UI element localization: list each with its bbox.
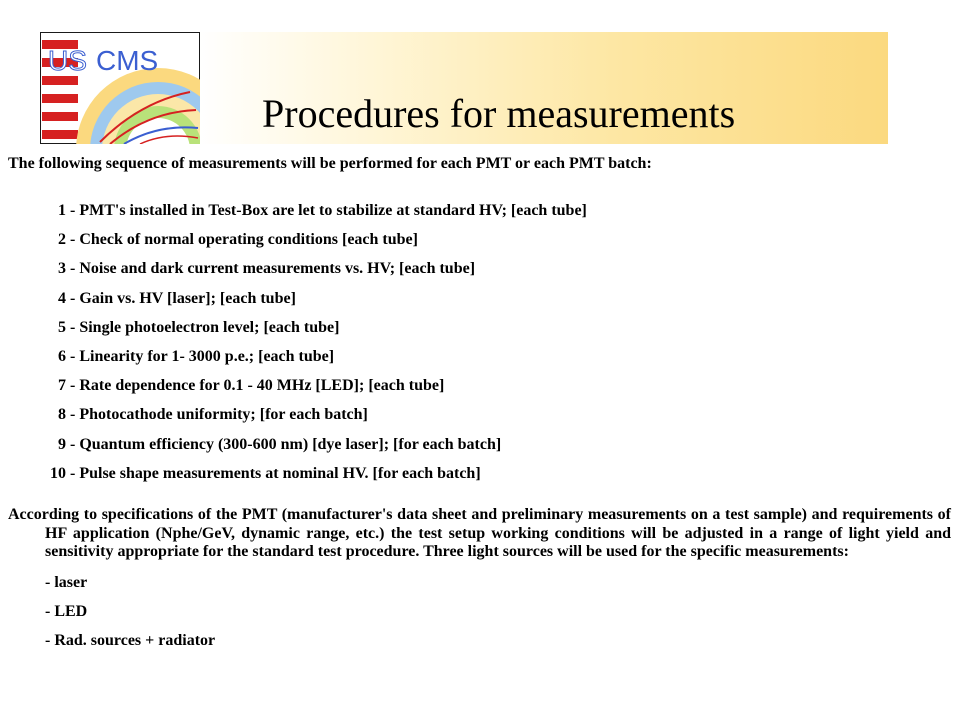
light-source-item: - LED <box>45 602 88 620</box>
step-text: Quantum efficiency (300-600 nm) [dye laser]; [for each batch] <box>79 435 502 453</box>
step-text: PMT's installed in Test-Box are let to stabilize at standard HV; [each tube] <box>79 202 587 219</box>
specifications-paragraph: According to specifications of the PMT (manufacturer's data sheet and preliminary measurements on a test sample) and requirements of HF application (Nphe/GeV, dynamic range, etc.) the test setup working conditions will be adjusted in a range of light yield and sensitivity appropriate for the standard test procedure. Three light sources will be used for the specific measurements: <box>8 506 951 561</box>
step-text: Check of normal operating conditions [each tube] <box>79 231 418 249</box>
step-item: 6 - Linearity for 1- 3000 p.e.; [each tube] <box>8 342 951 371</box>
step-item: 7 - Rate dependence for 0.1 - 40 MHz [LED]; [each tube] <box>8 371 951 400</box>
step-number: 3 <box>58 260 66 278</box>
step-number: 6 <box>58 348 66 366</box>
step-item: 5 - Single photoelectron level; [each tube] <box>8 313 951 342</box>
step-text: Photocathode uniformity; [for each batch] <box>79 406 368 424</box>
step-text: Pulse shape measurements at nominal HV. [for each batch] <box>79 464 481 482</box>
slide-content <box>8 150 951 655</box>
step-text: Rate dependence for 0.1 - 40 MHz [LED]; [each tube] <box>79 377 445 395</box>
step-item: 2 - Check of normal operating conditions [each tube] <box>8 225 951 254</box>
step-item: 4 - Gain vs. HV [laser]; [each tube] <box>8 284 951 313</box>
page-title: Procedures for measurements <box>262 91 736 136</box>
step-number: 5 <box>58 318 66 336</box>
step-text: Linearity for 1- 3000 p.e.; [each tube] <box>79 348 335 366</box>
step-text: Noise and dark current measurements vs. HV; [each tube] <box>79 260 476 278</box>
us-cms-logo <box>40 32 200 144</box>
step-text: Gain vs. HV [laser]; [each tube] <box>79 289 296 307</box>
light-sources-list <box>8 568 951 655</box>
step-number: 2 <box>58 231 66 249</box>
step-item: 1 - PMT's installed in Test-Box are let to stabilize at standard HV; [each tube] <box>8 196 951 225</box>
step-number: 7 <box>58 377 66 395</box>
light-source-item: - laser <box>45 573 88 591</box>
step-number: 4 <box>58 289 66 307</box>
step-number: 10 <box>50 464 66 482</box>
step-number: 9 <box>58 435 66 453</box>
step-item: 3 - Noise and dark current measurements vs. HV; [each tube] <box>8 254 951 283</box>
logo-text-cms: CMS <box>96 45 159 76</box>
step-item: 9 - Quantum efficiency (300-600 nm) [dye laser]; [for each batch] <box>8 430 951 459</box>
step-number: 8 <box>58 406 66 424</box>
logo-text-us: US <box>48 45 87 76</box>
step-text: Single photoelectron level; [each tube] <box>79 318 340 336</box>
measurement-steps-list <box>8 196 951 488</box>
step-item: 10 - Pulse shape measurements at nominal HV. [for each batch] <box>8 459 951 488</box>
step-item: 8 - Photocathode uniformity; [for each batch] <box>8 400 951 429</box>
intro-text: The following sequence of measurements will be performed for each PMT or each PMT batch: <box>8 155 652 172</box>
light-source-item: - Rad. sources + radiator <box>45 631 216 649</box>
step-number: 1 <box>58 202 66 219</box>
